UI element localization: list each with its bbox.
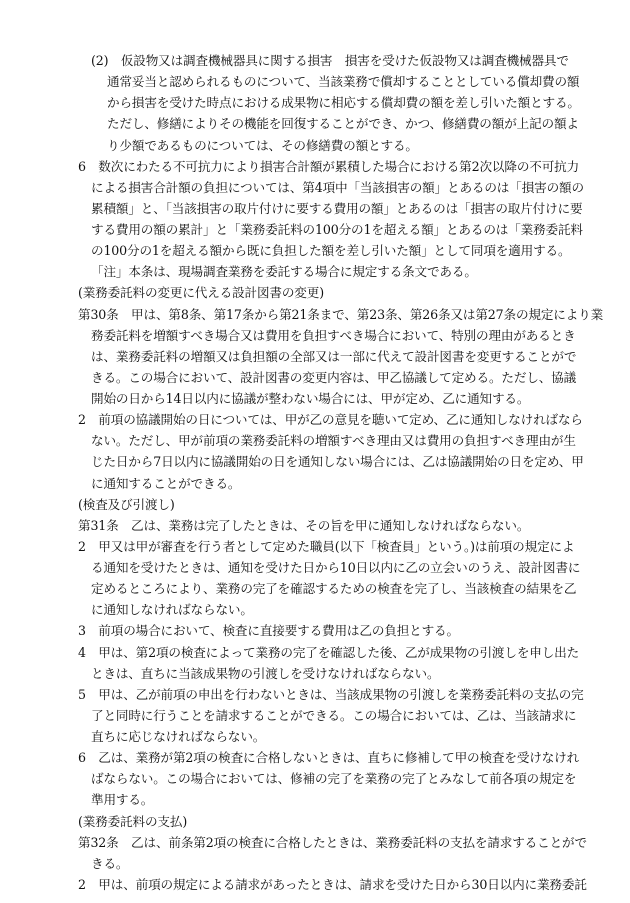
- text-line: 定めるところにより、業務の完了を確認するための検査を完了し、当該検査の結果を乙: [91, 581, 577, 597]
- text-line: 直ちに応じなければならない。: [91, 729, 266, 745]
- section-heading: (検査及び引渡し): [78, 496, 175, 512]
- text-line: る通知を受けたときは、通知を受けた日から10日以内に乙の立会いのうえ、設計図書に: [91, 560, 581, 576]
- text-line: ばならない。この場合においては、修補の完了を業務の完了とみなして前各項の規定を: [91, 771, 577, 787]
- text-line: ない。ただし、甲が前項の業務委託料の増額すべき理由又は費用の負担すべき理由が生: [91, 433, 576, 449]
- text-line: ときは、直ちに当該成果物の引渡しを受けなければならない。: [91, 665, 440, 681]
- text-line: 累積額」と、「当該損害の取片付けに要する費用の額」とあるのは「損害の取片付けに要: [91, 200, 583, 216]
- text-line: 2 甲は、前項の規定による請求があったときは、請求を受けた日から30日以内に業務委託: [78, 877, 587, 892]
- text-line: 5 甲は、乙が前項の申出を行わないときは、当該成果物の引渡しを業務委託料の支払の完: [78, 686, 584, 702]
- text-line: 了と同時に行うことを請求することができる。この場合においては、乙は、当該請求に: [91, 707, 577, 723]
- text-line: 通常妥当と認められるものについて、当該業務で償却することとしている償却費の額: [107, 74, 580, 90]
- text-line: 2 甲又は甲が審査を行う者として定めた職員(以下「検査員」という。)は前項の規定によ: [78, 538, 575, 554]
- text-line: 6 乙は、業務が第2項の検査に合格しないときは、直ちに修補して甲の検査を受けなけれ: [78, 750, 580, 766]
- section-heading: (業務委託料の変更に代える設計図書の変更): [78, 285, 324, 301]
- text-line: 開始の日から14日以内に協議が整わない場合には、甲が定め、乙に通知する。: [91, 391, 530, 407]
- section-heading: (業務委託料の支払): [78, 813, 188, 829]
- text-line: きる。この場合において、設計図書の変更内容は、甲乙協議して定める。ただし、協議: [91, 369, 577, 385]
- text-line: に通知しなければならない。: [91, 602, 253, 618]
- note-line: 「注」本条は、現場調査業務を委託する場合に規定する条文である。: [91, 264, 477, 280]
- text-line: 2 前項の協議開始の日については、甲が乙の意見を聴いて定め、乙に通知しなければなら: [78, 412, 583, 428]
- text-line: 務委託料を増額すべき場合又は費用を負担すべき場合において、特別の理由があるとき: [91, 327, 576, 343]
- article-line: 第32条 乙は、前条第2項の検査に合格したときは、業務委託料の支払を請求することがで: [78, 834, 587, 850]
- text-line: り少額であるものについては、その修繕費の額とする。: [107, 137, 418, 153]
- text-line: ただし、修繕によりその機能を回復することができ、かつ、修繕費の額が上記の額よ: [107, 116, 579, 132]
- text-line: から損害を受けた時点における成果物に相応する償却費の額を差し引いた額とする。: [107, 95, 580, 111]
- text-line: きる。: [91, 855, 129, 871]
- text-line: による損害合計額の負担については、第4項中「当該損害の額」とあるのは「損害の額の: [91, 179, 584, 195]
- article-line: 第30条 甲は、第8条、第17条から第21条まで、第23条、第26条又は第27条の規定により業: [78, 306, 604, 322]
- text-line: の100分の1を超える額から既に負担した額を差し引いた額」として同項を適用する。: [91, 243, 571, 259]
- text-line: 4 甲は、第2項の検査によって業務の完了を確認した後、乙が成果物の引渡しを申し出た: [78, 644, 580, 660]
- text-line: 6 数次にわたる不可抗力により損害合計額が累積した場合における第2次以降の不可抗力: [78, 158, 580, 174]
- text-line: に通知することができる。: [91, 475, 241, 491]
- text-line: じた日から7日以内に協議開始の日を通知しない場合には、乙は協議開始の日を定め、甲: [91, 454, 584, 470]
- text-line: する費用の額の累計」と「業務委託料の100分の1を超える額」とあるのは「業務委託料: [91, 222, 583, 238]
- text-line: (2) 仮設物又は調査機械器具に関する損害 損害を受けた仮設物又は調査機械器具で: [91, 53, 569, 68]
- article-line: 第31条 乙は、業務は完了したときは、その旨を甲に通知しなければならない。: [78, 517, 530, 533]
- text-line: 準用する。: [91, 792, 154, 808]
- text-line: は、業務委託料の増額又は負担額の全部又は一部に代えて設計図書を変更することがで: [91, 348, 577, 364]
- text-line: 3 前項の場合において、検査に直接要する費用は乙の負担とする。: [78, 623, 459, 639]
